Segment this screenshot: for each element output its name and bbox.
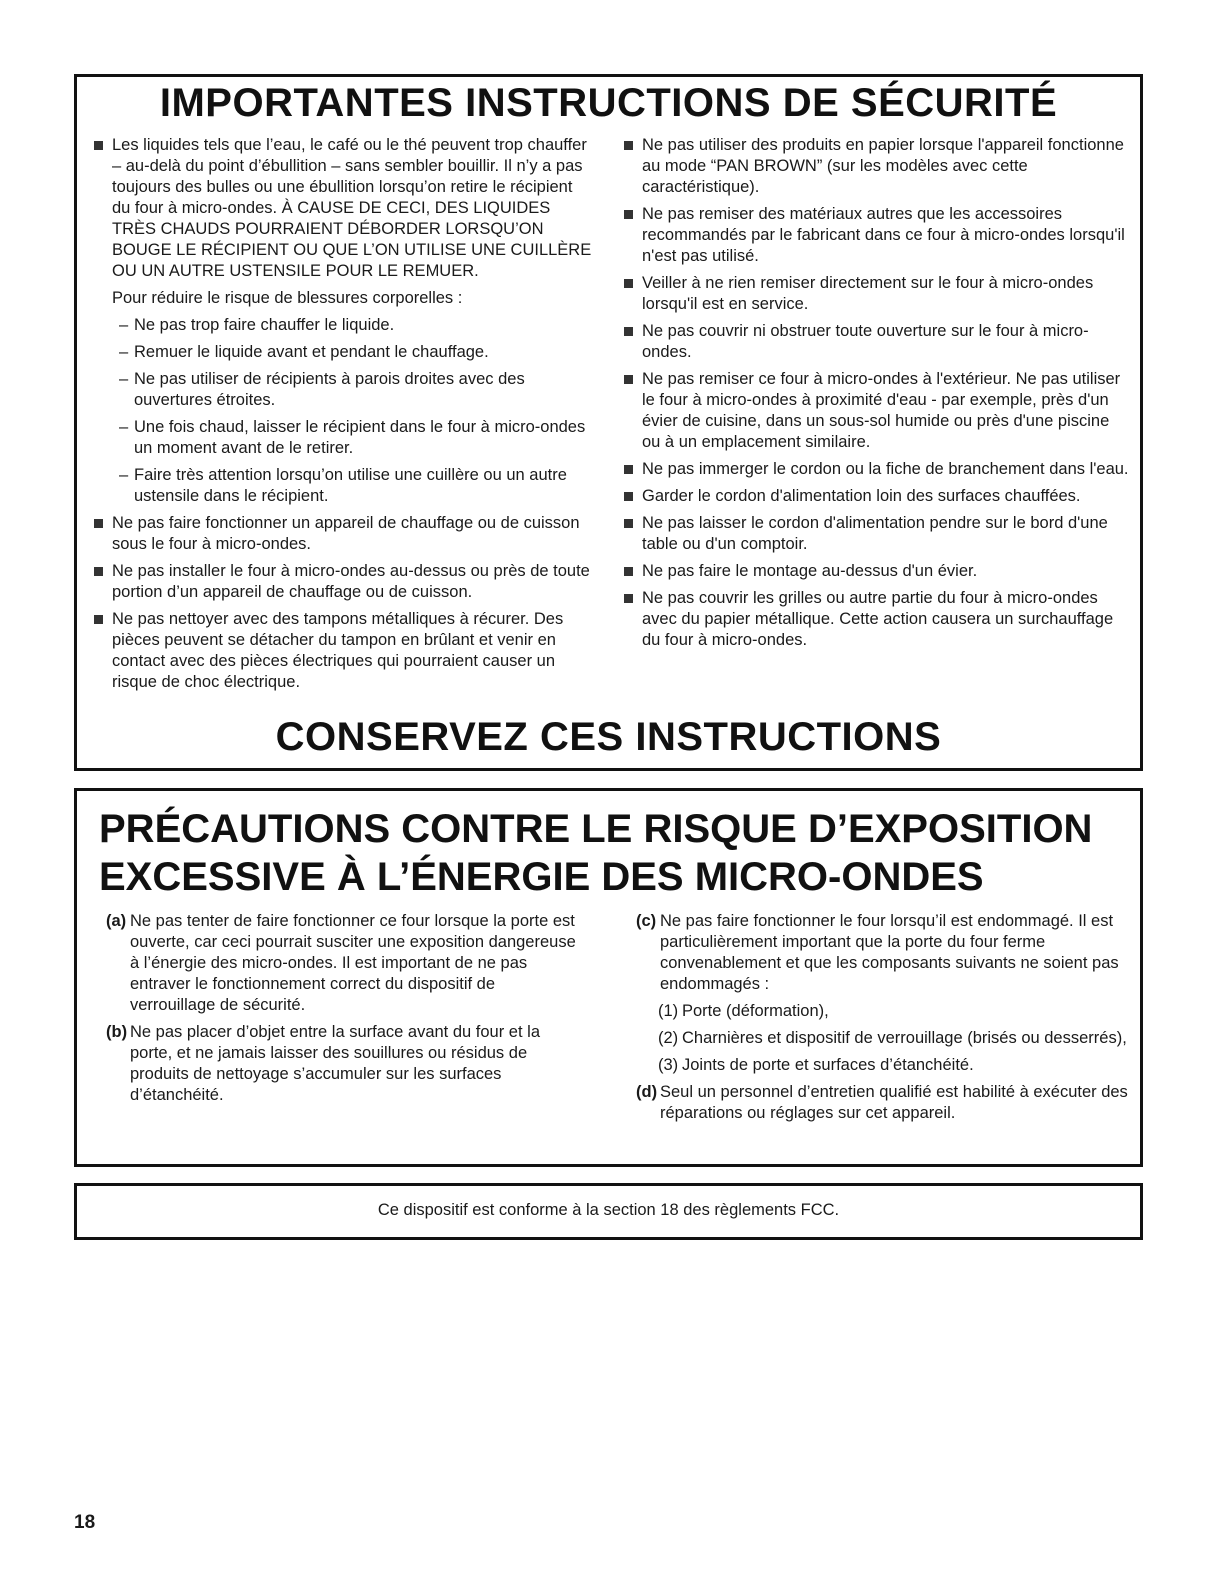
bullet-square-icon bbox=[624, 210, 633, 219]
list-item: (2) Charnières et dispositif de verrouillage (brisés ou desserrés), bbox=[658, 1029, 1127, 1047]
bullet-square-icon bbox=[624, 594, 633, 603]
safety-left-column bbox=[92, 135, 592, 699]
list-item: Ne pas remiser des matériaux autres que les accessoires recommandés par le fabricant dans ce four à micro-ondes lorsqu'il n'est pas utilisé. bbox=[622, 204, 1132, 267]
bullet-square-icon bbox=[624, 327, 633, 336]
list-item: – Remuer le liquide avant et pendant le chauffage. bbox=[119, 343, 489, 361]
fcc-notice: Ce dispositif est conforme à la section 18 des règlements FCC. bbox=[377, 1201, 840, 1219]
bullet-square-icon bbox=[624, 141, 633, 150]
safety-title: IMPORTANTES INSTRUCTIONS DE SÉCURITÉ bbox=[159, 81, 1058, 125]
list-item: Ne pas laisser le cordon d'alimentation pendre sur le bord d'une table ou d'un comptoir. bbox=[622, 513, 1132, 555]
list-item: Garder le cordon d'alimentation loin des surfaces chauffées. bbox=[622, 486, 1132, 507]
list-item: Ne pas couvrir les grilles ou autre partie du four à micro-ondes avec du papier métallique. Cette action causera un surchauffage du four à micro-ondes. bbox=[622, 588, 1132, 651]
list-item: Les liquides tels que l’eau, le café ou le thé peuvent trop chauffer – au-delà du point d’ébullition – sans sembler bouillir. Il n’y a pas toujours des bulles ou une ébullition lorsqu’on retire le récipient du four à micro-ondes. À CAUSE DE CECI, DES LIQUIDES TRÈS CHAUDS POURRAIENT DÉBORDER LORSQU’ON BOUGE LE RÉCIPIENT OU QUE L’ON UTILISE UNE CUILLÈRE OU UN AUTRE USTENSILE POUR LE REMUER. bbox=[92, 135, 592, 282]
list-item: – Une fois chaud, laisser le récipient dans le four à micro-ondes un moment avant de le retirer. bbox=[119, 418, 586, 457]
precaution-a: (a) Ne pas tenter de faire fonctionner ce four lorsque la porte est ouverte, car ceci pourrait susciter une exposition dangereuse à l’énergie des micro-ondes. Il est important de ne pas entraver le fonctionnement correct du dispositif de verrouillage de sécurité. bbox=[106, 912, 576, 1014]
bullet-square-icon bbox=[624, 465, 633, 474]
save-instructions-title: CONSERVEZ CES INSTRUCTIONS bbox=[275, 715, 942, 759]
bullet-square-icon bbox=[624, 492, 633, 501]
bullet-square-icon bbox=[94, 141, 103, 150]
list-item: Ne pas installer le four à micro-ondes au-dessus ou près de toute portion d’un appareil de chauffage ou de cuisson. bbox=[92, 561, 592, 603]
precautions-left-column bbox=[92, 911, 582, 1112]
precaution-c: (c) Ne pas faire fonctionner le four lorsqu’il est endommagé. Il est particulièrement important que la porte du four ferme convenablement et que les composants suivants ne soient pas endommagés : bbox=[636, 912, 1119, 993]
list-item: Ne pas faire fonctionner un appareil de chauffage ou de cuisson sous le four à micro-ondes. bbox=[92, 513, 592, 555]
bullet-square-icon bbox=[624, 279, 633, 288]
list-item: – Ne pas trop faire chauffer le liquide. bbox=[119, 316, 395, 334]
list-item: Ne pas faire le montage au-dessus d'un évier. bbox=[622, 561, 1132, 582]
bullet-square-icon bbox=[624, 375, 633, 384]
precaution-b: (b) Ne pas placer d’objet entre la surface avant du four et la porte, et ne jamais laisser des souillures ou résidus de produits de nettoyage s’accumuler sur les surfaces d’étanchéité. bbox=[106, 1023, 540, 1104]
list-item: (3) Joints de porte et surfaces d’étanchéité. bbox=[658, 1056, 974, 1074]
bullet-square-icon bbox=[624, 567, 633, 576]
precautions-right-column bbox=[622, 911, 1132, 1130]
list-item: Ne pas couvrir ni obstruer toute ouverture sur le four à micro-ondes. bbox=[622, 321, 1132, 363]
safety-right-column bbox=[622, 135, 1132, 657]
bullet-square-icon bbox=[624, 519, 633, 528]
list-item: – Ne pas utiliser de récipients à parois droites avec des ouvertures étroites. bbox=[119, 370, 525, 409]
bullet-square-icon bbox=[94, 519, 103, 528]
list-item: (1) Porte (déformation), bbox=[658, 1002, 829, 1020]
list-item: – Faire très attention lorsqu’on utilise une cuillère ou un autre ustensile dans le récipient. bbox=[119, 466, 567, 505]
list-item: Ne pas remiser ce four à micro-ondes à l'extérieur. Ne pas utiliser le four à micro-ondes à proximité d'eau - par exemple, près d'un évier de cuisine, dans un sous-sol humide ou près d'une piscine ou à un emplacement similaire. bbox=[622, 369, 1132, 453]
list-item: Veiller à ne rien remiser directement sur le four à micro-ondes lorsqu'il est en service. bbox=[622, 273, 1132, 315]
intro-text: Pour réduire le risque de blessures corporelles : bbox=[112, 289, 463, 307]
precautions-title-line2: EXCESSIVE À L’ÉNERGIE DES MICRO-ONDES bbox=[99, 855, 984, 899]
bullet-square-icon bbox=[94, 615, 103, 624]
list-item: Ne pas utiliser des produits en papier lorsque l'appareil fonctionne au mode “PAN BROWN” (sur les modèles avec cette caractéristique). bbox=[622, 135, 1132, 198]
list-item: Ne pas immerger le cordon ou la fiche de branchement dans l'eau. bbox=[622, 459, 1132, 480]
fcc-notice-box bbox=[74, 1183, 1143, 1240]
list-item: Ne pas nettoyer avec des tampons métalliques à récurer. Des pièces peuvent se détacher du tampon en brûlant et venir en contact avec des pièces électriques qui pourraient causer un risque de choc électrique. bbox=[92, 609, 592, 693]
safety-instructions-box bbox=[74, 74, 1143, 771]
precautions-title-line1: PRÉCAUTIONS CONTRE LE RISQUE D’EXPOSITION bbox=[99, 807, 1093, 851]
microwave-precautions-box bbox=[74, 788, 1143, 1167]
precaution-d: (d) Seul un personnel d’entretien qualifié est habilité à exécuter des réparations ou réglages sur cet appareil. bbox=[636, 1083, 1128, 1122]
bullet-square-icon bbox=[94, 567, 103, 576]
page-number: 18 bbox=[74, 1512, 96, 1533]
